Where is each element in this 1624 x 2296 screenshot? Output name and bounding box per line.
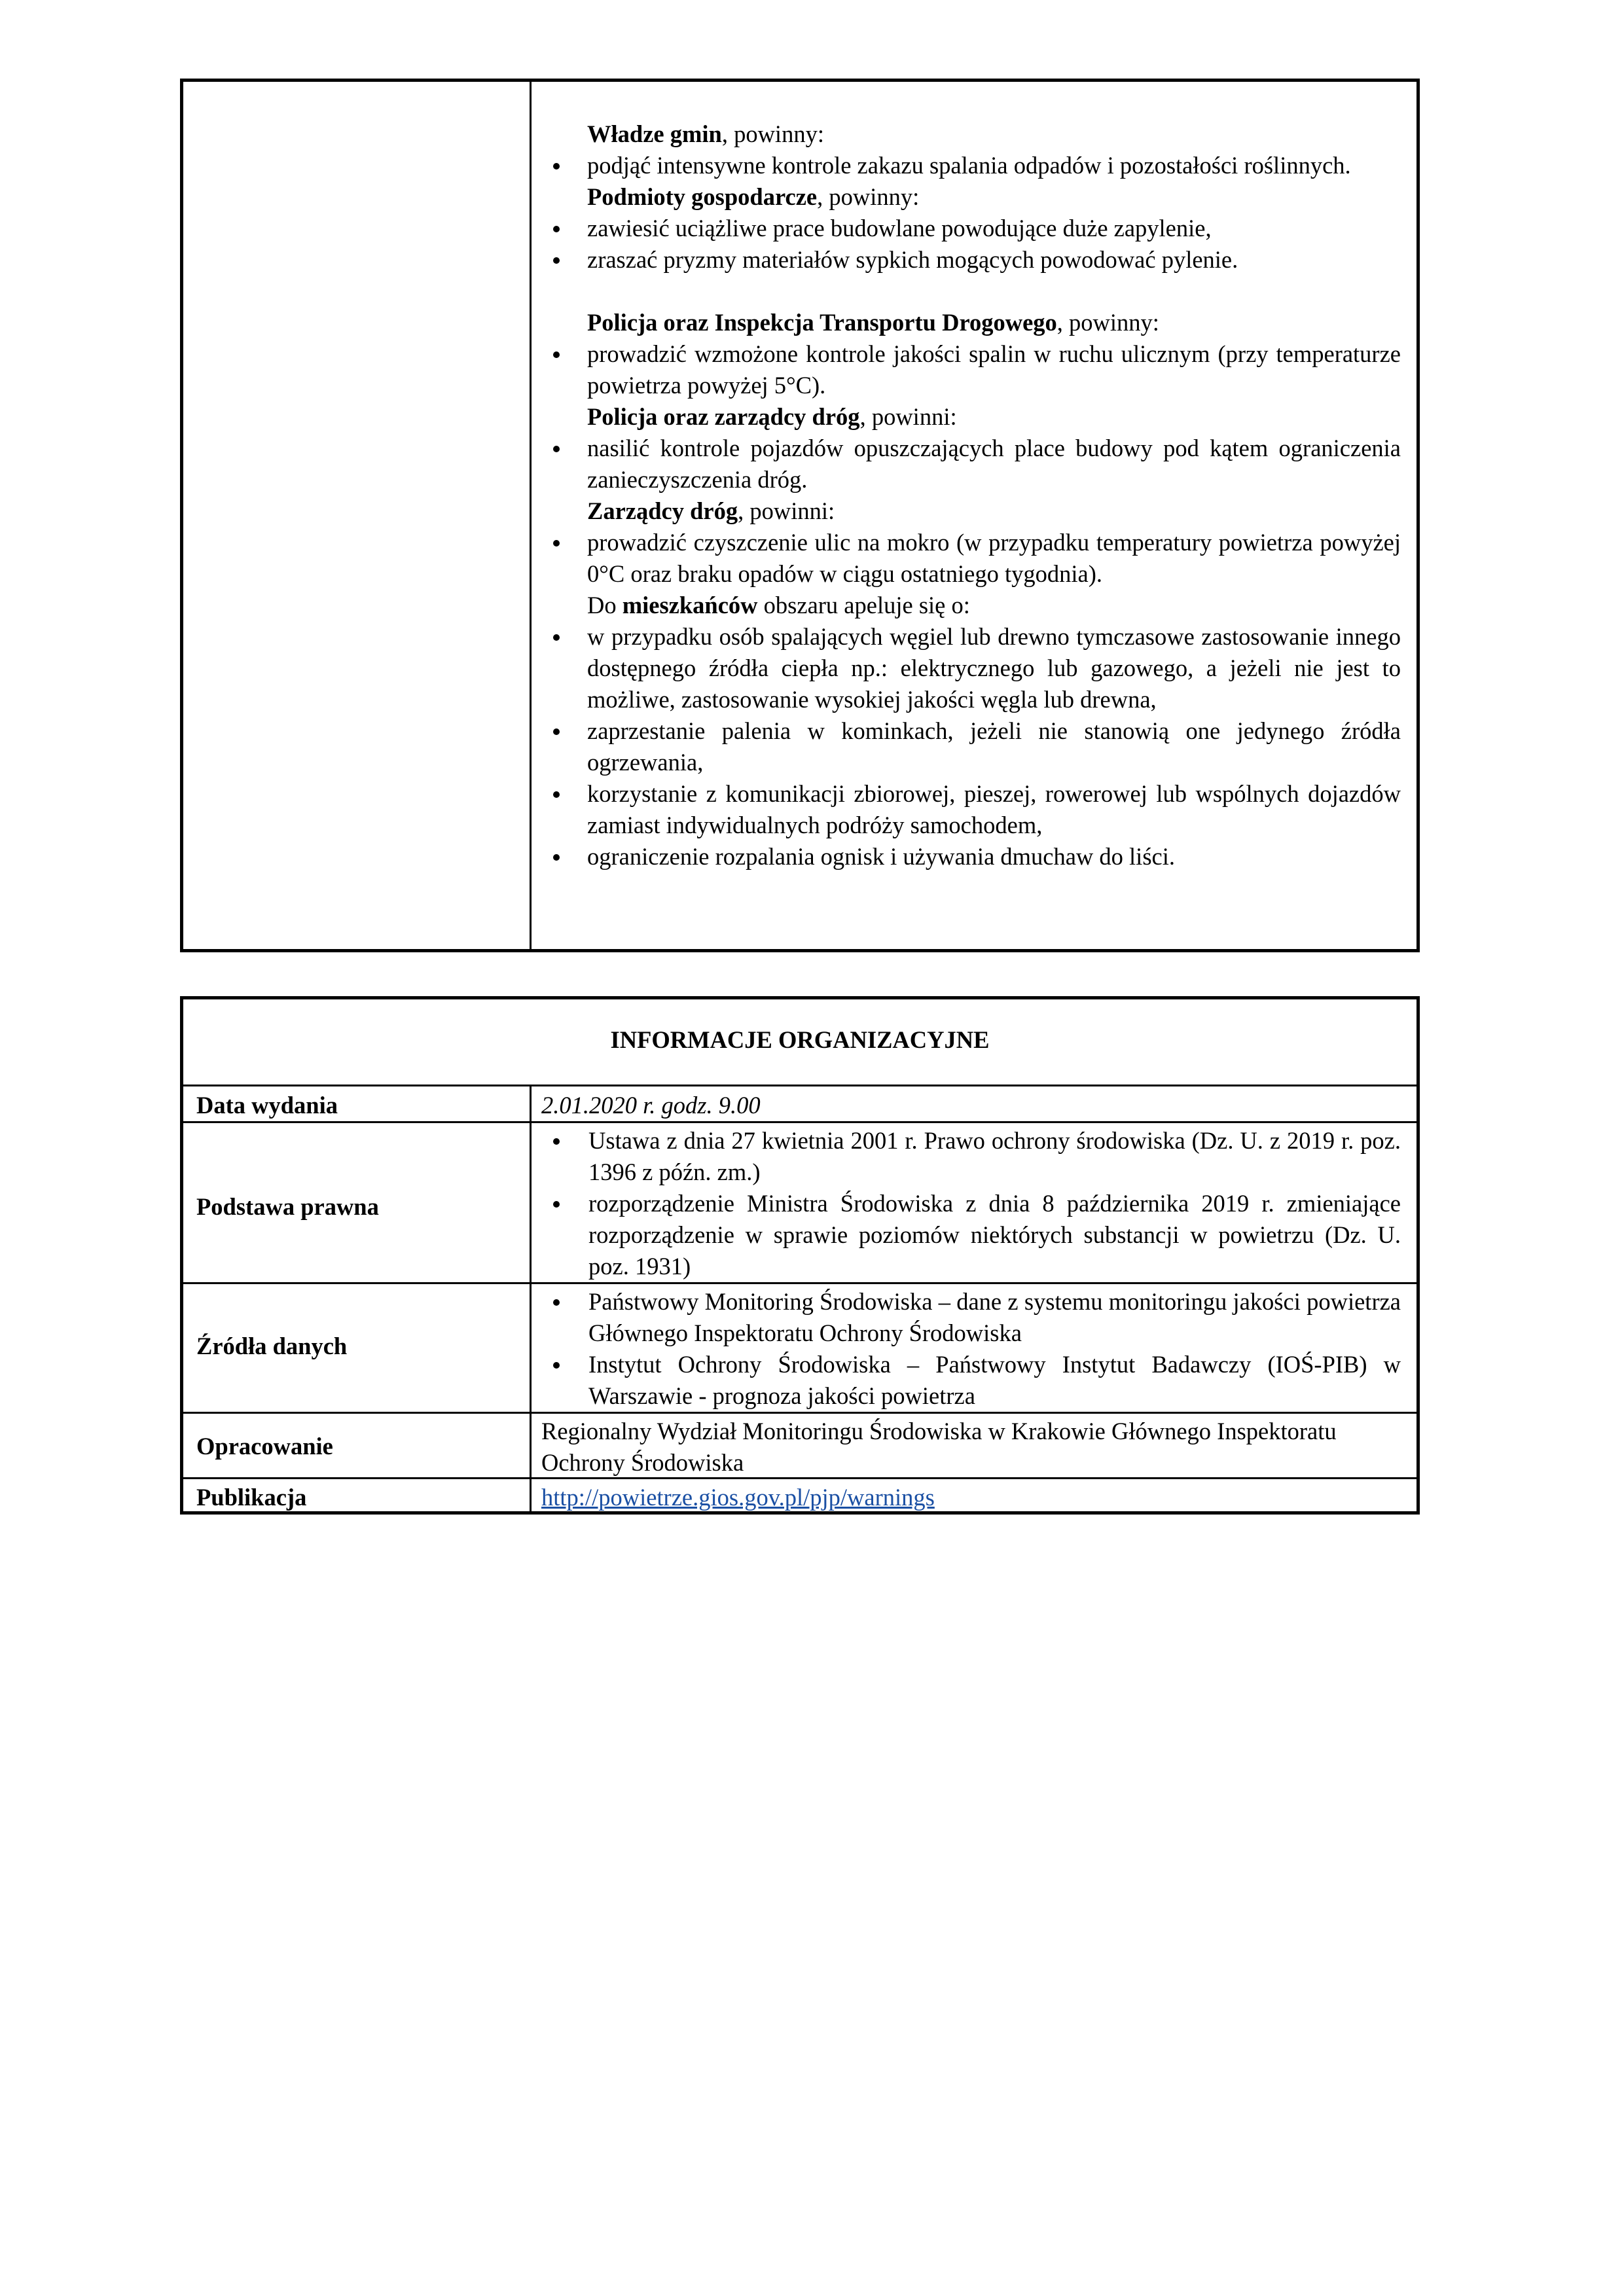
publication-link[interactable]: http://powietrze.gios.gov.pl/pjp/warnings (541, 1484, 935, 1511)
list-item: Państwowy Monitoring Środowiska – dane z systemu monitoringu jakości powietrza Głównego Inspektoratu Ochrony Środowiska (541, 1286, 1401, 1349)
section-heading: Policja oraz Inspekcja Transportu Drogowego, powinny: (587, 309, 1159, 336)
section-gminy (541, 118, 1401, 181)
bullet-list (541, 213, 1401, 276)
section-policja-itd (541, 307, 1401, 401)
list-item: nasilić kontrole pojazdów opuszczających place budowy pod kątem ograniczenia zanieczyszczenia dróg. (541, 433, 1401, 495)
section-mieszkancy (541, 590, 1401, 872)
list-item: zaprzestanie palenia w kominkach, jeżeli nie stanowią one jedynego źródła ogrzewania, (541, 715, 1401, 778)
section-heading: Podmioty gospodarcze, powinny: (587, 183, 920, 210)
row-divider (183, 1282, 1416, 1284)
date-value: 2.01.2020 r. godz. 9.00 (541, 1092, 761, 1119)
list-item: rozporządzenie Ministra Środowiska z dnia 8 października 2019 r. zmieniające rozporządzenie w sprawie poziomów niektórych substancji w powietrzu (Dz. U. poz. 1931) (541, 1188, 1401, 1282)
section-heading: Władze gmin, powinny: (587, 120, 824, 147)
section-policja-zarzadcy (541, 401, 1401, 495)
row-divider (183, 1085, 1416, 1086)
bullet-list (541, 527, 1401, 590)
bullet-list (541, 1286, 1401, 1412)
legal-label: Podstawa prawna (196, 1193, 379, 1220)
section-heading: Policja oraz zarządcy dróg, powinni: (587, 403, 957, 430)
list-item: Ustawa z dnia 27 kwietnia 2001 r. Prawo ochrony środowiska (Dz. U. z 2019 r. poz. 1396 z późn. zm.) (541, 1125, 1401, 1188)
bullet-list (541, 338, 1401, 401)
sources-label: Źródła danych (196, 1333, 348, 1359)
actions-table (180, 79, 1420, 952)
bullet-list (541, 621, 1401, 872)
prepared-value: Regionalny Wydział Monitoringu Środowiska w Krakowie Głównego Inspektoratu Ochrony Środowiska (541, 1418, 1337, 1476)
list-item: prowadzić wzmożone kontrole jakości spalin w ruchu ulicznym (przy temperaturze powietrza powyżej 5°C). (541, 338, 1401, 401)
list-item: w przypadku osób spalających węgiel lub drewno tymczasowe zastosowanie innego dostępnego źródła ciepła np.: elektrycznego lub gazowego, a jeżeli nie jest to możliwe, zastosowanie wysokiej jakości węgla lub drewna, (541, 621, 1401, 715)
section-zarzadcy (541, 495, 1401, 590)
list-item: prowadzić czyszczenie ulic na mokro (w przypadku temperatury powietrza powyżej 0°C oraz braku opadów w ciągu ostatniego tygodnia). (541, 527, 1401, 590)
bullet-list (541, 150, 1401, 181)
sources-value (541, 1286, 1401, 1412)
section-heading: Zarządcy dróg, powinni: (587, 497, 835, 524)
row-divider (183, 1477, 1416, 1479)
list-item: zraszać pryzmy materiałów sypkich mogących powodować pylenie. (541, 244, 1401, 276)
list-item: korzystanie z komunikacji zbiorowej, pieszej, rowerowej lub wspólnych dojazdów zamiast indywidualnych podróży samochodem, (541, 778, 1401, 841)
list-item: ograniczenie rozpalania ognisk i używania dmuchaw do liści. (541, 841, 1401, 872)
list-item: podjąć intensywne kontrole zakazu spalania odpadów i pozostałości roślinnych. (541, 150, 1401, 181)
row-divider (183, 1121, 1416, 1123)
row-divider (183, 1412, 1416, 1414)
date-label: Data wydania (196, 1092, 338, 1119)
info-title: INFORMACJE ORGANIZACYJNE (610, 1026, 990, 1053)
column-divider (530, 82, 532, 949)
prepared-label: Opracowanie (196, 1433, 333, 1460)
info-table (180, 996, 1420, 1515)
section-podmioty (541, 181, 1401, 276)
bullet-list (541, 1125, 1401, 1282)
section-heading: Do mieszkańców obszaru apeluje się o: (587, 592, 970, 619)
list-item: Instytut Ochrony Środowiska – Państwowy Instytut Badawczy (IOŚ-PIB) w Warszawie - prognoza jakości powietrza (541, 1349, 1401, 1412)
publication-label: Publikacja (196, 1484, 307, 1511)
list-item: zawiesić uciążliwe prace budowlane powodujące duże zapylenie, (541, 213, 1401, 244)
column-divider (530, 1086, 532, 1511)
bullet-list (541, 433, 1401, 495)
publication-value (541, 1482, 1401, 1513)
actions-cell (541, 118, 1401, 872)
legal-value (541, 1125, 1401, 1282)
